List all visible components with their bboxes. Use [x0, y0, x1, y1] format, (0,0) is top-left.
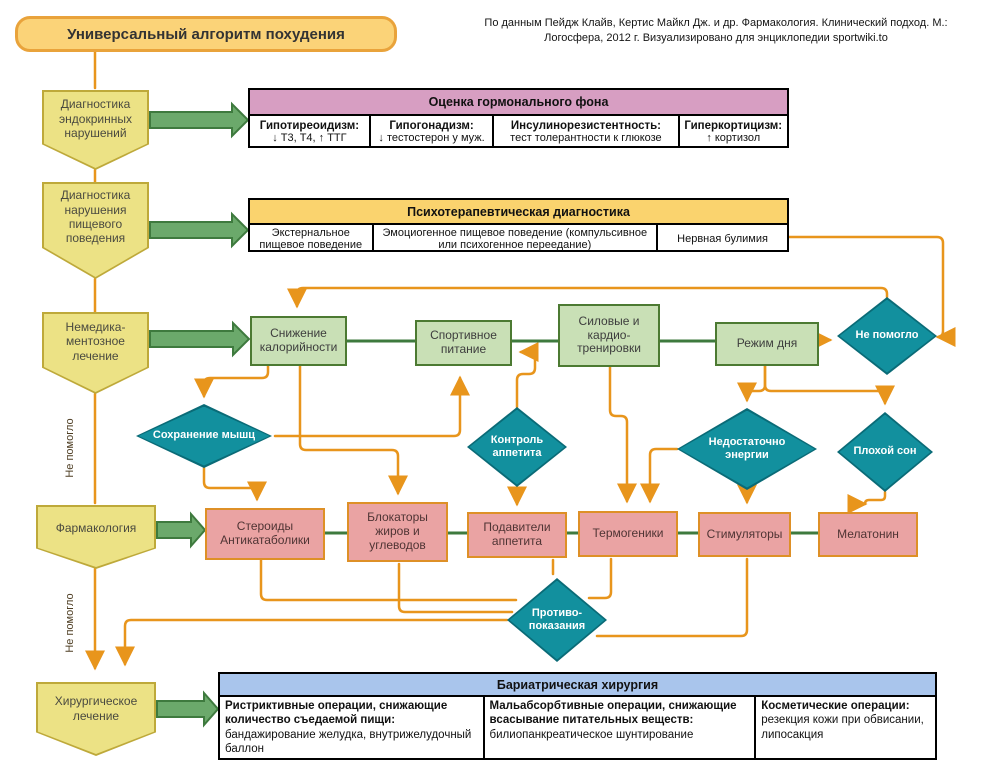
cell-hypogonadism: [371, 116, 495, 148]
cell-emotiogenic-eating: Эмоциогенное пищевое поведение (компульсивное или психогенное переедание): [374, 225, 659, 252]
connector-appetite-to-nutrition: [517, 352, 535, 407]
cell-body: ↑ кортизол: [706, 132, 761, 144]
box-fat-carb-blockers: Блокаторы жиров и углеводов: [347, 502, 448, 562]
bariatric-surgery-table: [218, 672, 937, 760]
arrow-stage5-to-surgery: [157, 693, 218, 725]
connector-blockers-to-contra: [399, 564, 512, 612]
cell-body: ↓ тестостерон у муж.: [378, 132, 485, 144]
arrow-stage1-to-hormones: [150, 104, 248, 136]
decision-low-energy: [677, 408, 817, 490]
cell-body: билиопанкреатическое шунтирование: [489, 728, 694, 741]
source-citation: По данным Пейдж Клайв, Кертис Майкл Дж. и др. Фармакология. Клинический подход. М.: Логосфера, 2012 г. Визуализировано для энциклопедии sportwiki.to: [484, 17, 948, 45]
box-sports-nutrition: Спортивное питание: [415, 320, 512, 366]
arrow-stage2-to-psych: [150, 214, 248, 246]
cell-body: тест толерантности к глюкозе: [510, 132, 662, 144]
decision-label: Противо-показания: [528, 606, 586, 632]
surgery-table-title: Бариатрическая хирургия: [220, 674, 935, 697]
connector-muscle-to-nutrition: [275, 378, 460, 436]
connector-steroids-to-contra: [261, 560, 516, 600]
arrow-stage3-to-lifestyle: [150, 323, 249, 355]
cell-head: Мальабсорбтивные операции, снижающие всасывание питательных веществ:: [489, 700, 737, 727]
connector-contra-to-surgery: [125, 620, 507, 664]
cell-body: бандажирование желудка, внутрижелудочный баллон: [225, 728, 472, 756]
connector-energy-to-thermogenics: [650, 449, 677, 501]
stage-label: Диагностика нарушения пищевого поведения: [60, 188, 131, 246]
stage-nondrug-treatment: [42, 312, 149, 394]
cell-head: Гипогонадизм:: [389, 120, 474, 132]
decision-bad-sleep: [837, 412, 933, 492]
decision-contraindications: [507, 578, 607, 662]
psych-diagnostics-table: [248, 198, 789, 252]
cell-bulimia: Нервная булимия: [677, 232, 768, 245]
stage-endocrine-diagnostics: [42, 90, 149, 170]
cell-body: ↓ Т3, Т4, ↑ ТТГ: [272, 132, 347, 144]
box-calorie-reduction: Снижение калорийности: [250, 316, 347, 366]
stage-label: Немедика-ментозное лечение: [65, 319, 126, 363]
box-stimulants: Стимуляторы: [698, 512, 791, 557]
cell-hypothyroidism: [250, 116, 371, 148]
cell-cosmetic-operations: [756, 697, 935, 760]
decision-label: Контроль аппетита: [490, 433, 544, 459]
cell-head: Гипотиреоидизм:: [259, 120, 360, 132]
connector-muscle-to-steroids: [204, 468, 257, 499]
decision-label: Сохранение мышц: [152, 429, 256, 442]
cell-head: Косметические операции:: [761, 700, 910, 712]
hormone-assessment-table: [248, 88, 789, 148]
stage-surgical-treatment: [36, 682, 156, 756]
hormone-table-row: [250, 116, 787, 148]
box-melatonin: Мелатонин: [818, 512, 918, 557]
connector-calories-to-muscle: [204, 366, 268, 396]
psych-table-row: [250, 225, 787, 252]
stage-eating-disorder-diagnostics: [42, 182, 149, 279]
box-steroids-anticatabolics: Стероиды Антикатаболики: [205, 508, 325, 560]
connector-calories-to-blockers: [300, 366, 398, 493]
box-strength-cardio: Силовые и кардио-тренировки: [558, 304, 660, 367]
cell-head: Инсулинорезистентность:: [510, 120, 662, 132]
box-daily-regime: Режим дня: [715, 322, 819, 366]
cell-restrictive-operations: [220, 697, 485, 760]
stage-label: Фармакология: [55, 520, 137, 535]
cell-external-eating: Экстернальное пищевое поведение: [250, 225, 374, 252]
cell-head: Ристриктивные операции, снижающие количество съедаемой пищи:: [225, 700, 448, 727]
cell-malabsorptive-operations: [485, 697, 757, 760]
page-title: Универсальный алгоритм похудения: [15, 16, 397, 52]
decision-label: Недостаточно энергии: [708, 435, 786, 461]
decision-appetite-control: [467, 407, 567, 487]
cell-hypercortisolism: [680, 116, 787, 148]
connector-sleep-to-melatonin: [865, 492, 885, 504]
stage-label: Диагностика эндокринных нарушений: [59, 97, 132, 140]
not-helped-label-1: Не помогло: [64, 418, 76, 478]
surgery-table-row: [220, 697, 935, 760]
box-thermogenics: Термогеники: [578, 511, 678, 557]
hormone-table-title: Оценка гормонального фона: [250, 90, 787, 116]
psych-table-title: Психотерапевтическая диагностика: [250, 200, 787, 225]
cell-body: резекция кожи при обвисании, липосакция: [761, 714, 924, 741]
box-appetite-suppressants: Подавители аппетита: [467, 512, 567, 558]
decision-label: Не помогло: [855, 329, 919, 342]
connector-stimulants-to-contra: [597, 559, 747, 636]
cell-head: Гиперкортицизм:: [684, 120, 783, 132]
cell-insulin-resistance: [494, 116, 679, 148]
decision-label: Плохой сон: [853, 445, 917, 458]
connector-regime-to-energy: [747, 366, 765, 400]
not-helped-label-2: Не помогло: [64, 593, 76, 653]
stage-label: Хирургическое лечение: [54, 694, 138, 723]
decision-not-helped: [837, 297, 937, 375]
stage-pharmacology: [36, 505, 156, 569]
connector-training-to-thermogenics: [610, 367, 627, 501]
decision-muscle-preservation: [136, 404, 272, 468]
arrow-stage4-to-drugs: [157, 514, 205, 546]
